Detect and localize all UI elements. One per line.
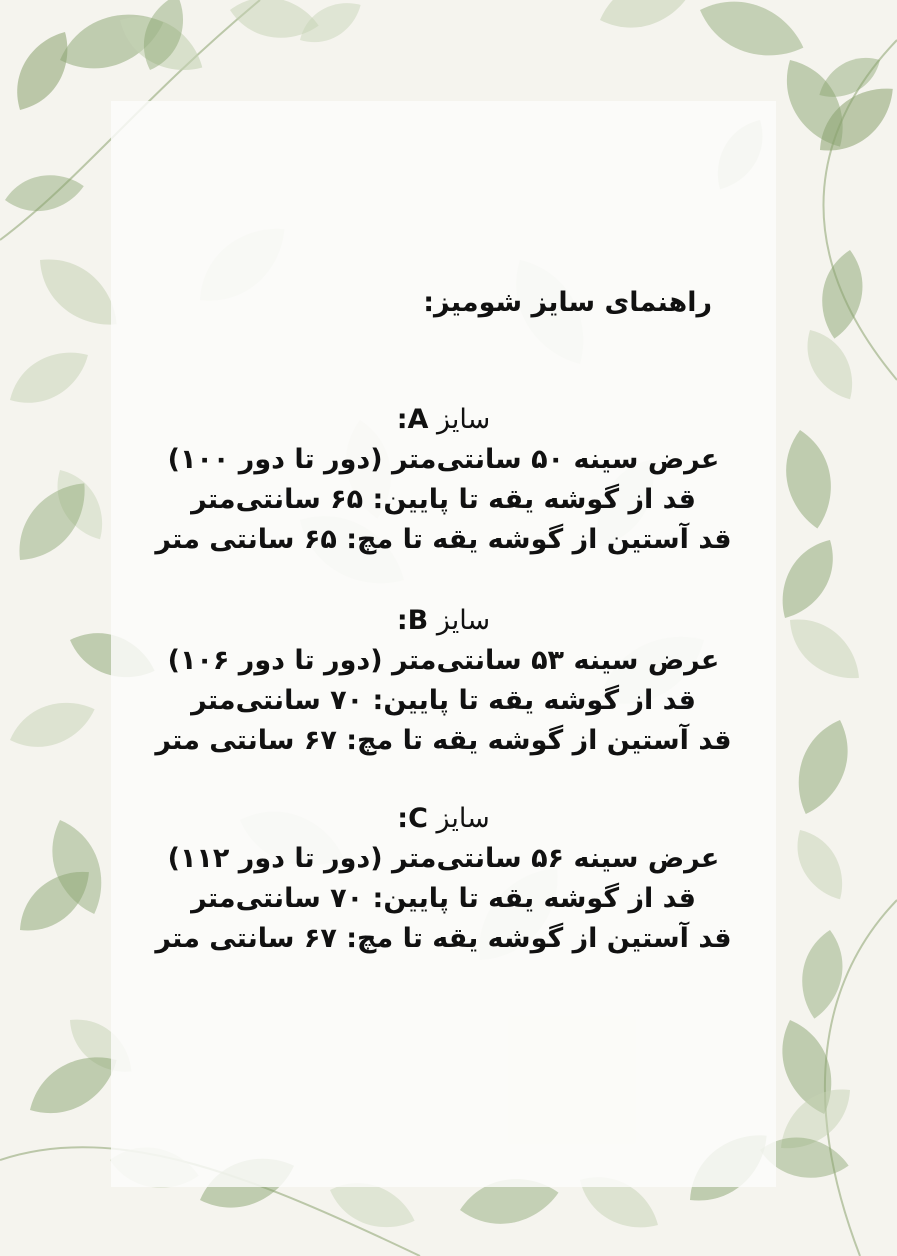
sleeve-length-line: قد آستین از گوشه یقه تا مچ: ۶۷ سانتی متر (155, 725, 732, 756)
size-block-c (111, 799, 776, 959)
leaf-shape (795, 321, 865, 408)
leaf-shape (785, 713, 860, 822)
page-title: راهنمای سایز شومیز: (423, 287, 712, 318)
leaf-shape (692, 0, 812, 70)
size-heading (111, 799, 776, 839)
sleeve-length-line: قد آستین از گوشه یقه تا مچ: ۶۵ سانتی متر (155, 524, 732, 555)
size-code: B: (396, 605, 429, 636)
leaf-shape (779, 426, 839, 532)
chest-width-line: عرض سینه ۵۳ سانتی‌متر (دور تا دور ۱۰۶) (167, 645, 720, 676)
body-length-line: قد از گوشه یقه تا پایین: ۷۰ سانتی‌متر (191, 685, 696, 716)
size-heading (111, 601, 776, 641)
size-block-b (111, 601, 776, 761)
size-code: C: (397, 803, 428, 834)
body-length-line: قد از گوشه یقه تا پایین: ۷۰ سانتی‌متر (191, 883, 696, 914)
leaf-shape (815, 247, 869, 342)
leaf-shape (795, 927, 849, 1022)
size-label: سایز (436, 803, 490, 834)
leaf-shape (593, 0, 702, 40)
size-heading (111, 400, 776, 440)
leaf-shape (785, 821, 855, 908)
chest-width-line: عرض سینه ۵۶ سانتی‌متر (دور تا دور ۱۱۲) (167, 843, 720, 874)
leaf-shape (3, 22, 82, 119)
leaf-shape (0, 338, 97, 417)
body-length-line: قد از گوشه یقه تا پایین: ۶۵ سانتی‌متر (191, 484, 696, 515)
size-label: سایز (436, 605, 491, 636)
size-code: A: (396, 404, 429, 435)
size-block-a (111, 400, 776, 560)
leaf-shape (768, 530, 847, 627)
sleeve-length-line: قد آستین از گوشه یقه تا مچ: ۶۷ سانتی متر (155, 923, 732, 954)
size-label: سایز (437, 404, 491, 435)
leaf-shape (3, 691, 101, 758)
size-guide (111, 101, 776, 1187)
chest-width-line: عرض سینه ۵۰ سانتی‌متر (دور تا دور ۱۰۰) (167, 444, 720, 475)
leaf-shape (777, 605, 871, 693)
